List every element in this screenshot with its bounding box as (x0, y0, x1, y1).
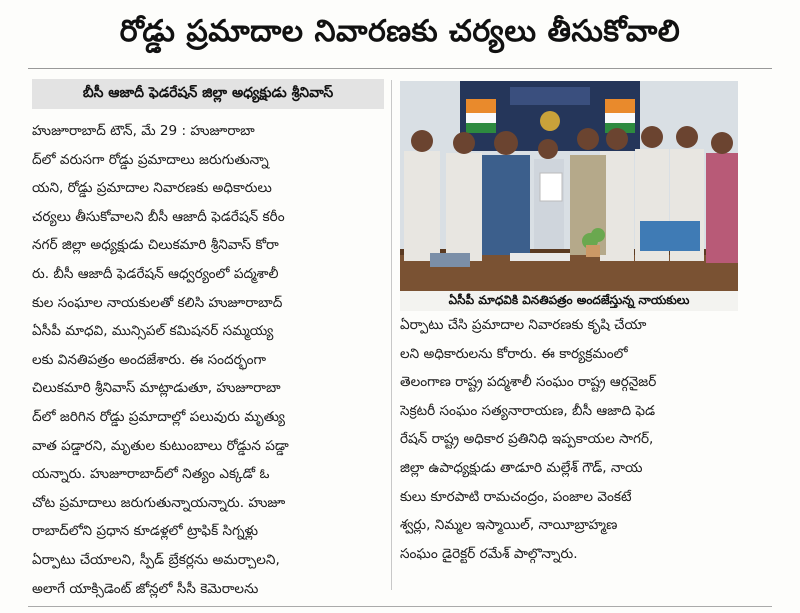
news-photo (400, 81, 738, 291)
article-text-line: ద్‌లో వరుసగా రోడ్డు ప్రమాదాలు జరుగుతున్నా (32, 151, 269, 168)
article-body-left-column (32, 117, 384, 603)
article-text-line: సెక్రటరీ సంఘం సత్యనారాయణ, బీసీ ఆజాది ఫెడ (400, 402, 656, 419)
article-text-line: నగర్ జిల్లా అధ్యక్షుడు చిలుకమారి శ్రీనివాస్ కోరా (32, 237, 279, 254)
column-divider (391, 80, 392, 590)
article-text-line: వాత పడ్డారని, మృతుల కుటుంబాలు రోడ్డున పడ్డా (32, 437, 289, 454)
article-body-right-column (400, 311, 765, 568)
article-text-line: ద్‌లో జరిగిన రోడ్డు ప్రమాదాల్లో పలువురు మృత్యు (32, 408, 285, 425)
article-text-line: యని, రోడ్డు ప్రమాదాల నివారణకు అధికారులు (32, 180, 272, 197)
article-text-line: సంఘం డైరెక్టర్ రమేశ్ పాల్గొన్నారు. (400, 545, 578, 562)
article-text-line: కుల సంఘాల నాయకులతో కలిసి హుజూరాబాద్ (32, 294, 283, 311)
subheadline: బీసీ ఆజాదీ ఫెడరేషన్ జిల్లా అధ్యక్షుడు శ్రీనివాస్ (32, 79, 384, 109)
group-photo-illustration (400, 81, 738, 291)
article-text-line: రేషన్ రాష్ట్ర అధికార ప్రతినిధి ఇప్పకాయల సాగర్, (400, 431, 654, 448)
photo-caption: ఏసీపీ మాధవికి వినతిపత్రం అందజేస్తున్న నాయకులు (400, 291, 738, 311)
article-text-line: కులు కూరపాటి రామచంద్రం, పంజాల వెంకటే (400, 488, 632, 505)
article-text-line: యన్నారు. హుజూరాబాద్‌లో నిత్యం ఎక్కడో ఓ (32, 466, 270, 483)
article-text-line: చోట ప్రమాదాలు జరుగుతున్నాయన్నారు. హుజూ (32, 494, 286, 511)
article-text-line: లని అధికారులను కోరారు. ఈ కార్యక్రమంలో (400, 345, 628, 362)
article-text-line: చిలుకమారి శ్రీనివాస్ మాట్లాడుతూ, హుజూరాబా (32, 380, 281, 397)
article-text-line: ఏర్పాటు చేసి ప్రమాదాల నివారణకు కృషి చేయా (400, 317, 647, 333)
article-text-line: లకు వినతిపత్రం అందజేశారు. ఈ సందర్భంగా (32, 351, 267, 368)
article-text-line: అలాగే యాక్సిడెంట్ జోన్లలో సీసీ కెమెరాలను (32, 580, 259, 597)
bottom-rule (28, 606, 772, 607)
article-text-line: చర్యలు తీసుకోవాలని బీసీ ఆజాదీ ఫెడరేషన్ కరీం (32, 208, 285, 225)
article-text-line: రు. బీసీ ఆజాదీ ఫెడరేషన్ ఆధ్వర్యంలో పద్మశాలీ (32, 265, 279, 282)
article-text-line: తెలంగాణ రాష్ట్ర పద్మశాలీ సంఘం రాష్ట్ర ఆర్గనైజర్ (400, 374, 657, 391)
article-text-line: శ్వర్లు, నిమ్మల ఇస్మాయిల్, నాయీబ్రాహ్మణ (400, 517, 618, 534)
headline-rule (28, 68, 772, 69)
article-text-line: ఏసీపీ మాధవి, మున్సిపల్ కమిషనర్ సమ్మయ్య (32, 323, 274, 340)
article-text-line: రాబాద్‌లోని ప్రధాన కూడళ్లలో ట్రాఫిక్ సిగ్నళ్లు (32, 523, 259, 540)
headline: రోడ్డు ప్రమాదాల నివారణకు చర్యలు తీసుకోవాలి (119, 14, 681, 49)
article-text-line: జిల్లా ఉపాధ్యక్షుడు తాడూరి మల్లేశ్ గౌడ్, నాయ (400, 459, 643, 476)
article-text-line: ఏర్పాటు చేయాలని, స్పీడ్ బ్రేకర్లను అమర్చాలని, (32, 551, 280, 568)
article-text-line: హుజూరాబాద్ టౌన్, మే 29 : హుజూరాబా (32, 123, 255, 139)
